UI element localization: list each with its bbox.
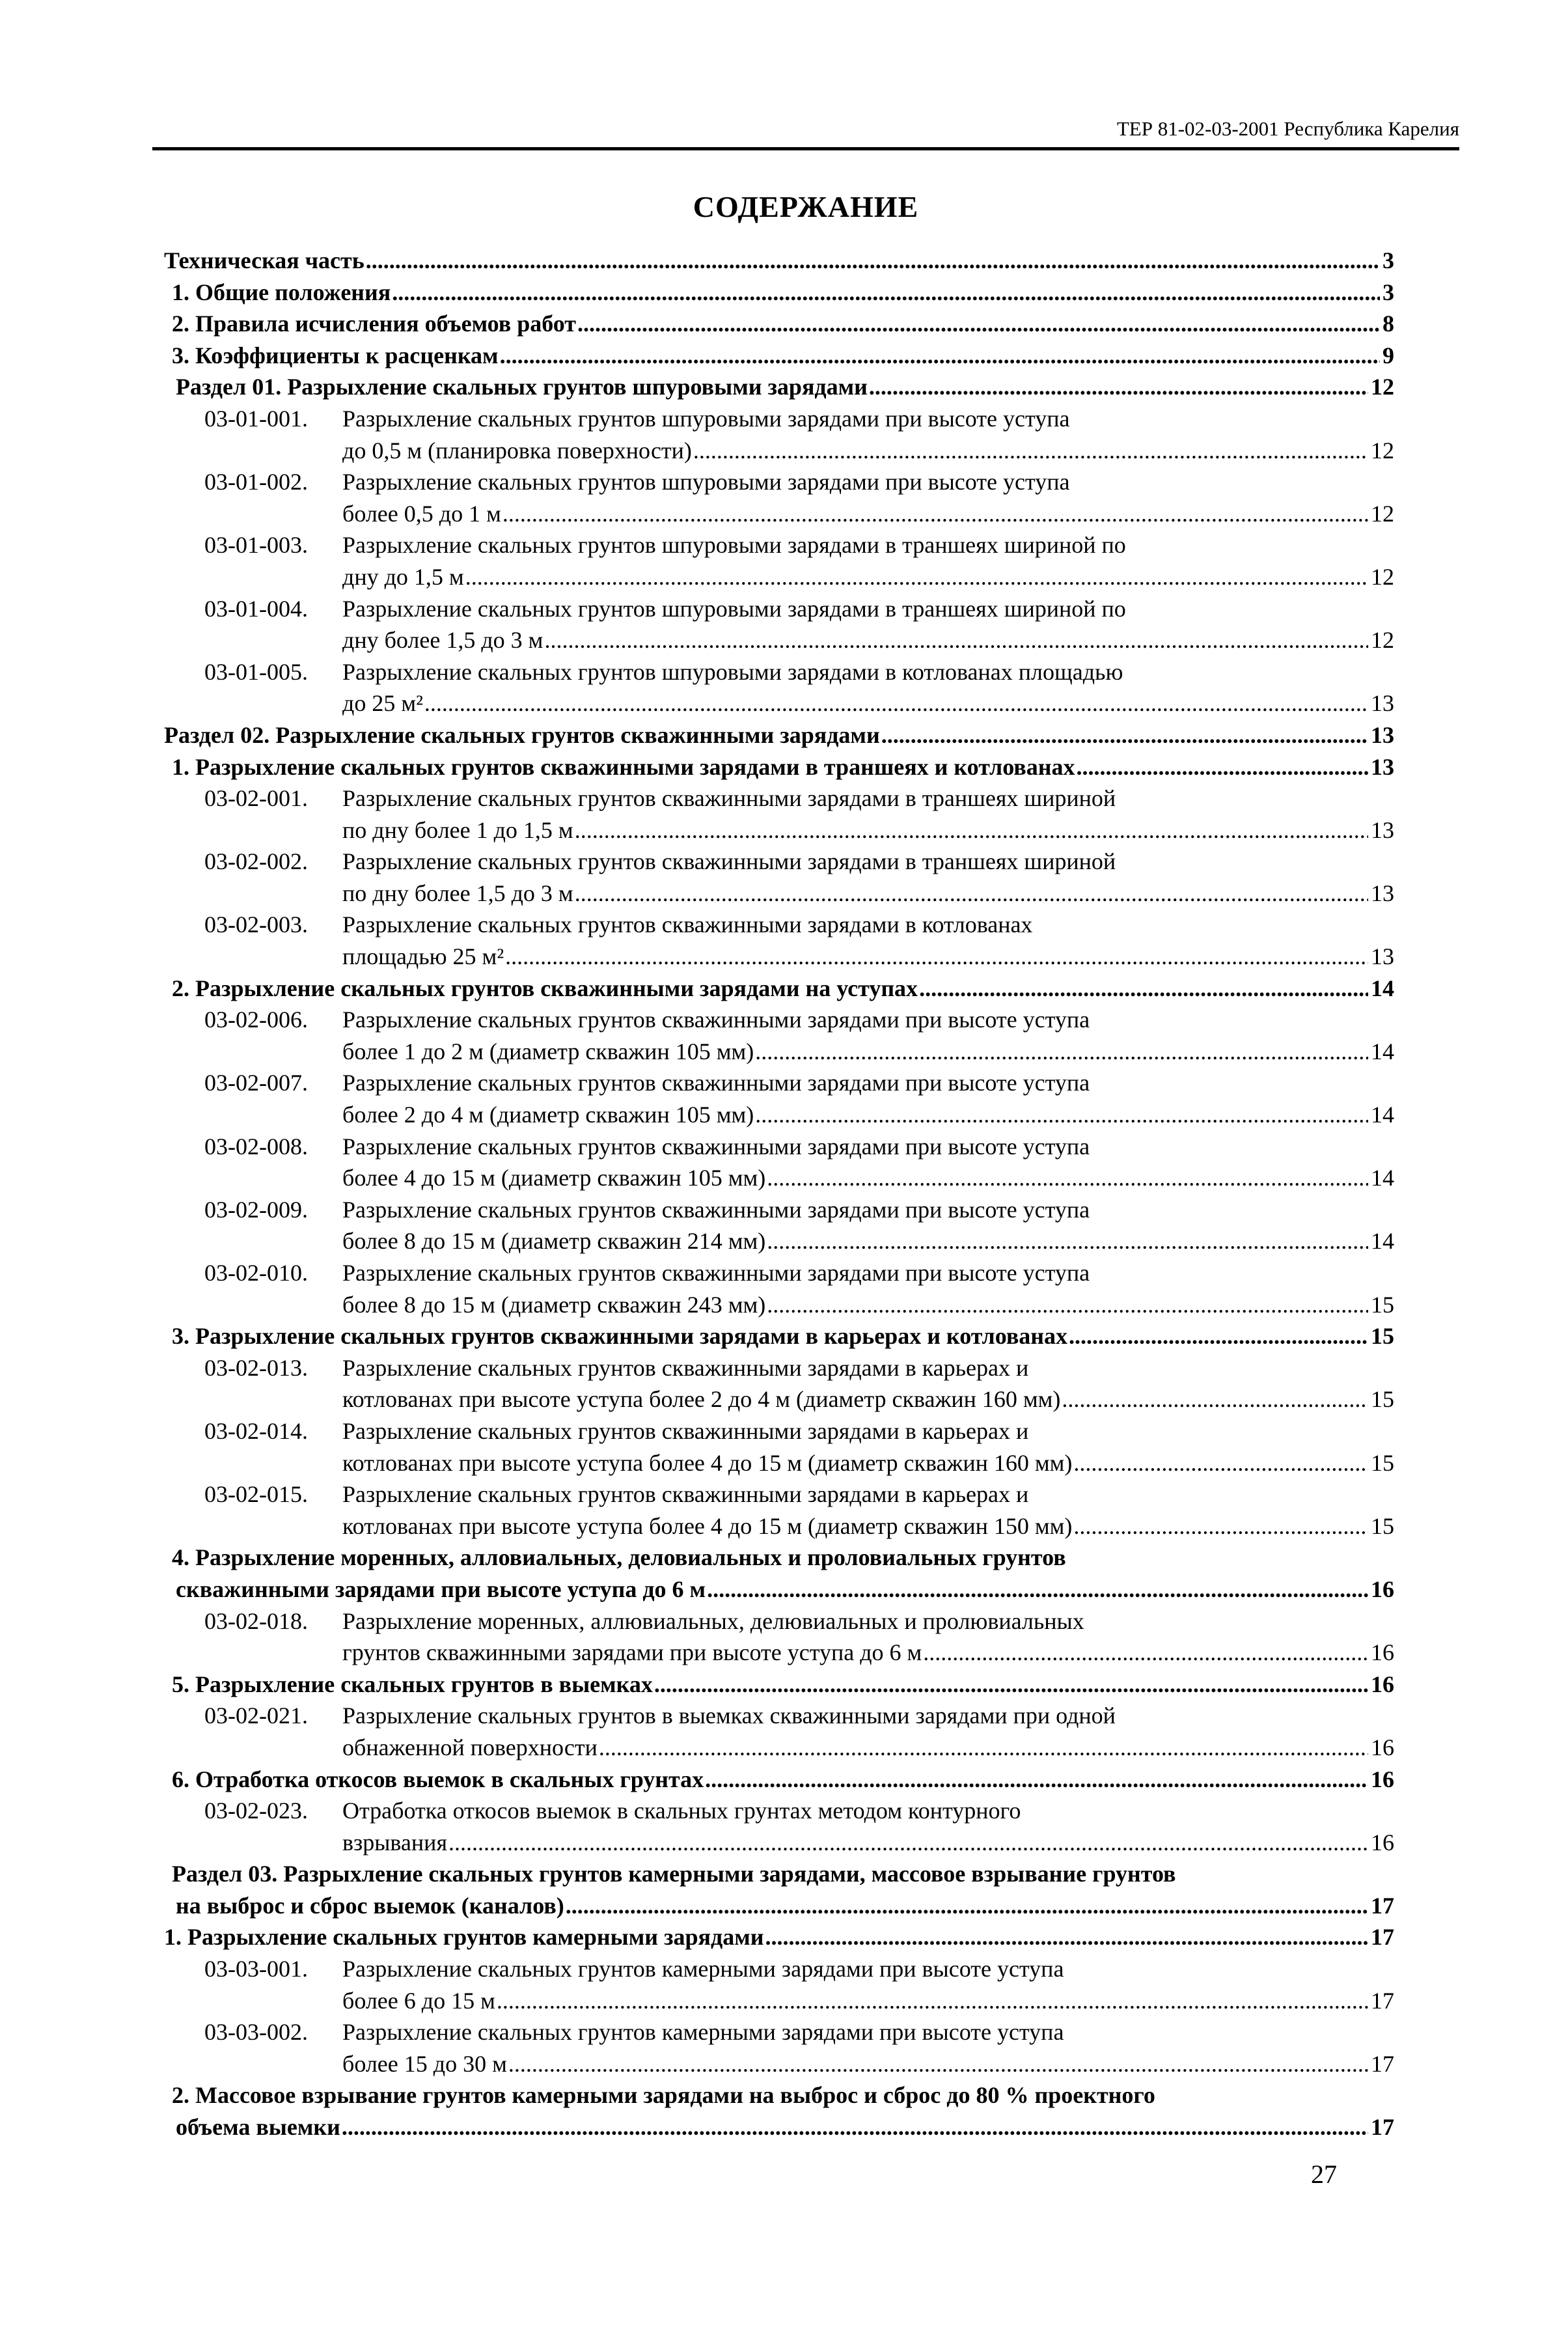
toc-item-code: 03-01-001.: [204, 405, 308, 432]
toc-entry-text: более 8 до 15 м (диаметр скважин 214 мм): [342, 1228, 766, 1255]
toc-entry: [164, 1921, 1394, 1953]
toc-entry-text: более 8 до 15 м (диаметр скважин 243 мм): [342, 1291, 766, 1318]
toc-page-number: 13: [1371, 690, 1394, 717]
toc-entry-text: 1. Разрыхление скальных грунтов скважинными зарядами в траншеях и котлованах: [172, 753, 1075, 780]
toc-entry: [164, 245, 1394, 277]
toc-entry: [164, 1194, 1394, 1226]
toc-item-code: 03-03-002.: [204, 2019, 308, 2046]
toc-entry: [164, 1795, 1394, 1827]
toc-page-number: 3: [1382, 247, 1394, 273]
toc-entry: [164, 941, 1394, 973]
toc-item-code: 03-02-007.: [204, 1070, 308, 1096]
toc-entry: [176, 2111, 1394, 2143]
toc-leader-dots: [507, 2048, 1368, 2080]
toc-entry: [164, 1415, 1394, 1447]
toc-entry: [164, 1099, 1394, 1131]
toc-item-code: 03-02-008.: [204, 1133, 308, 1160]
toc-entry-text: Разрыхление скальных грунтов камерными зарядами при высоте уступа: [342, 2019, 1064, 2046]
toc-leader-dots: [499, 340, 1380, 372]
toc-entry-text: до 0,5 м (планировка поверхности): [342, 437, 692, 464]
toc-entry-text: более 2 до 4 м (диаметр скважин 105 мм): [342, 1102, 754, 1128]
toc-leader-dots: [1072, 1510, 1368, 1542]
toc-entry-text: 2. Массовое взрывание грунтов камерными зарядами на выброс и сброс до 80 % проектного: [172, 2082, 1155, 2109]
toc-page-number: 16: [1371, 1766, 1394, 1792]
toc-leader-dots: [765, 1289, 1368, 1321]
toc-leader-dots: [543, 624, 1368, 656]
toc-page-number: 16: [1371, 1829, 1394, 1856]
toc-leader-dots: [754, 1099, 1368, 1131]
toc-entry-text: котлованах при высоте уступа более 2 до 4 м (диаметр скважин 160 мм): [342, 1386, 1061, 1413]
toc-entry: [164, 1827, 1394, 1859]
toc-leader-dots: [364, 245, 1380, 277]
toc-leader-dots: [576, 308, 1380, 340]
toc-entry: [164, 1131, 1394, 1163]
toc-page-number: 17: [1371, 2050, 1394, 2077]
toc-page-number: 14: [1371, 975, 1394, 1001]
toc-entry: [164, 1036, 1394, 1068]
toc-leader-dots: [564, 1890, 1368, 1922]
toc-entry-text: по дну более 1 до 1,5 м: [342, 816, 573, 843]
toc-entry-text: Разрыхление скальных грунтов скважинными зарядами при высоте уступа: [342, 1133, 1090, 1160]
toc-entry: [164, 1700, 1394, 1732]
toc-leader-dots: [765, 1162, 1368, 1194]
toc-entry: [172, 1320, 1394, 1352]
toc-entry: [164, 1004, 1394, 1036]
toc-entry-text: грунтов скважинными зарядами при высоте уступа до 6 м: [342, 1639, 922, 1666]
toc-entry: [164, 624, 1394, 656]
toc-leader-dots: [918, 973, 1368, 1005]
toc-entry: [164, 1637, 1394, 1669]
toc-leader-dots: [573, 878, 1368, 910]
toc-entry: [164, 1289, 1394, 1321]
toc-entry: [164, 1352, 1394, 1384]
toc-entry-text: Отработка откосов выемок в скальных грунтах методом контурного: [342, 1798, 1021, 1824]
toc-entry-text: Разрыхление скальных грунтов скважинными зарядами в карьерах и: [342, 1354, 1029, 1381]
toc-entry-text: котлованах при высоте уступа более 4 до 15 м (диаметр скважин 150 мм): [342, 1512, 1073, 1539]
toc-entry-text: 2. Разрыхление скальных грунтов скважинными зарядами на уступах: [172, 975, 918, 1001]
toc-page-number: 13: [1371, 721, 1394, 748]
toc-entry: [176, 1574, 1394, 1605]
toc-entry: [164, 688, 1394, 719]
toc-entry: [164, 814, 1394, 846]
toc-entry-text: скважинными зарядами при высоте уступа до 6 м: [176, 1576, 706, 1602]
toc-item-code: 03-02-001.: [204, 785, 308, 812]
toc-page-number: 14: [1371, 1102, 1394, 1128]
toc-entry: [172, 1858, 1394, 1890]
toc-entry-text: обнаженной поверхности: [342, 1734, 598, 1760]
toc-leader-dots: [598, 1732, 1368, 1764]
toc-page-number: 12: [1371, 627, 1394, 654]
toc-entry: [164, 846, 1394, 878]
toc-entry-text: котлованах при высоте уступа более 4 до 15 м (диаметр скважин 160 мм): [342, 1449, 1073, 1476]
toc-page-number: 15: [1371, 1386, 1394, 1413]
toc-entry-text: Разрыхление скальных грунтов скважинными зарядами в траншеях шириной: [342, 848, 1116, 875]
toc-entry-text: более 6 до 15 м: [342, 1987, 495, 2014]
toc-entry: [176, 1890, 1394, 1922]
toc-leader-dots: [423, 688, 1368, 719]
toc-entry: [164, 1605, 1394, 1637]
toc-entry-text: Раздел 02. Разрыхление скальных грунтов скважинными зарядами: [164, 721, 880, 748]
toc-entry-text: до 25 м²: [342, 690, 423, 717]
toc-entry: [164, 403, 1394, 435]
toc-entry-text: Разрыхление скальных грунтов шпуровыми зарядами при высоте уступа: [342, 405, 1070, 432]
page-title: СОДЕРЖАНИЕ: [693, 190, 919, 223]
toc-entry: [164, 1383, 1394, 1415]
toc-leader-dots: [880, 719, 1368, 751]
toc-leader-dots: [573, 814, 1368, 846]
toc-item-code: 03-02-013.: [204, 1354, 308, 1381]
toc-entry-text: 3. Разрыхление скальных грунтов скважинными зарядами в карьерах и котлованах: [172, 1323, 1067, 1350]
toc-item-code: 03-01-005.: [204, 658, 308, 685]
toc-page-number: 14: [1371, 1228, 1394, 1255]
toc-leader-dots: [692, 435, 1368, 467]
toc-entry: [172, 308, 1394, 340]
toc-entry: [164, 1732, 1394, 1764]
toc-entry-text: на выброс и сброс выемок (каналов): [176, 1892, 564, 1919]
toc-page-number: 17: [1371, 2114, 1394, 2141]
toc-leader-dots: [501, 498, 1368, 530]
toc-leader-dots: [765, 1225, 1368, 1257]
toc-page-number: 8: [1382, 311, 1394, 337]
toc-entry: [164, 1953, 1394, 1985]
toc-page-number: 17: [1371, 1892, 1394, 1919]
toc-entry: [164, 435, 1394, 467]
toc-leader-dots: [340, 2111, 1368, 2143]
toc-entry-text: 6. Отработка откосов выемок в скальных грунтах: [172, 1766, 704, 1792]
toc-leader-dots: [504, 941, 1368, 973]
toc-page-number: 3: [1382, 279, 1394, 305]
toc-entry: [172, 340, 1394, 372]
toc-page-number: 13: [1371, 880, 1394, 906]
toc-entry: [172, 1542, 1394, 1574]
toc-entry: [164, 783, 1394, 814]
toc-leader-dots: [763, 1921, 1368, 1953]
toc-entry: [172, 751, 1394, 783]
toc-leader-dots: [495, 1985, 1368, 2017]
toc-leader-dots: [754, 1036, 1368, 1068]
toc-item-code: 03-02-010.: [204, 1260, 308, 1286]
toc-page-number: 15: [1371, 1449, 1394, 1476]
toc-entry: [164, 909, 1394, 941]
toc-entry-text: более 4 до 15 м (диаметр скважин 105 мм): [342, 1165, 766, 1191]
toc-entry-text: Разрыхление скальных грунтов скважинными зарядами в карьерах и: [342, 1481, 1029, 1508]
running-header: ТЕР 81-02-03-2001 Республика Карелия: [1116, 117, 1459, 140]
toc-entry: [164, 1985, 1394, 2017]
toc-page-number: 14: [1371, 1165, 1394, 1191]
toc-entry: [164, 2048, 1394, 2080]
toc-page-number: 15: [1371, 1512, 1394, 1539]
toc-entry: [164, 1067, 1394, 1099]
toc-entry-text: Разрыхление скальных грунтов шпуровыми зарядами в котлованах площадью: [342, 658, 1123, 685]
toc-entry-text: объема выемки: [176, 2114, 340, 2141]
toc-page-number: 9: [1382, 342, 1394, 368]
toc-entry-text: Разрыхление скальных грунтов скважинными зарядами в траншеях шириной: [342, 785, 1116, 812]
toc-page-number: 12: [1371, 563, 1394, 590]
toc-entry: [172, 1764, 1394, 1796]
toc-item-code: 03-02-002.: [204, 848, 308, 875]
toc-leader-dots: [704, 1764, 1368, 1796]
toc-entry-text: дну до 1,5 м: [342, 563, 464, 590]
toc-page-number: 13: [1371, 943, 1394, 970]
toc-entry: [164, 1257, 1394, 1289]
toc-entry: [172, 973, 1394, 1005]
toc-page-number: 16: [1371, 1576, 1394, 1602]
toc-item-code: 03-02-003.: [204, 911, 308, 938]
toc-entry-text: площадью 25 м²: [342, 943, 504, 970]
toc-entry: [164, 466, 1394, 498]
toc-entry-text: Раздел 03. Разрыхление скальных грунтов камерными зарядами, массовое взрывание грунтов: [172, 1861, 1176, 1887]
toc-page-number: 12: [1371, 500, 1394, 527]
toc-leader-dots: [1060, 1383, 1368, 1415]
toc-item-code: 03-02-021.: [204, 1703, 308, 1729]
toc-entry-text: Разрыхление скальных грунтов в выемках скважинными зарядами при одной: [342, 1703, 1116, 1729]
toc-entry: [164, 656, 1394, 688]
toc-entry-text: взрывания: [342, 1829, 447, 1856]
toc-entry: [164, 719, 1394, 751]
toc-leader-dots: [1072, 1447, 1368, 1479]
toc-entry: [164, 561, 1394, 593]
toc-entry: [164, 1447, 1394, 1479]
toc-entry: [164, 1225, 1394, 1257]
toc-entry: [164, 498, 1394, 530]
toc-item-code: 03-01-003.: [204, 532, 308, 559]
toc-entry-text: 4. Разрыхление моренных, алловиальных, деловиальных и проловиальных грунтов: [172, 1544, 1066, 1571]
table-of-contents: [164, 245, 1394, 2143]
toc-entry-text: по дну более 1,5 до 3 м: [342, 880, 573, 906]
toc-entry: [164, 1479, 1394, 1510]
toc-leader-dots: [1067, 1320, 1368, 1352]
toc-entry-text: дну более 1,5 до 3 м: [342, 627, 543, 654]
toc-entry: [164, 2016, 1394, 2048]
toc-entry: [172, 2079, 1394, 2111]
toc-page-number: 12: [1371, 374, 1394, 400]
toc-entry-text: Разрыхление скальных грунтов камерными зарядами при высоте уступа: [342, 1956, 1064, 1982]
toc-item-code: 03-01-004.: [204, 595, 308, 622]
toc-entry: [164, 1162, 1394, 1194]
toc-item-code: 03-02-014.: [204, 1417, 308, 1444]
toc-page-number: 13: [1371, 753, 1394, 780]
toc-leader-dots: [868, 371, 1368, 403]
toc-leader-dots: [922, 1637, 1368, 1669]
toc-item-code: 03-02-006.: [204, 1007, 308, 1033]
toc-leader-dots: [447, 1827, 1368, 1859]
toc-entry: [164, 1510, 1394, 1542]
toc-entry-text: Разрыхление скальных грунтов скважинными зарядами при высоте уступа: [342, 1260, 1090, 1286]
toc-item-code: 03-03-001.: [204, 1956, 308, 1982]
toc-entry-text: Раздел 01. Разрыхление скальных грунтов шпуровыми зарядами: [176, 374, 868, 400]
toc-entry-text: более 0,5 до 1 м: [342, 500, 501, 527]
toc-page-number: 12: [1371, 437, 1394, 464]
toc-entry-text: Разрыхление моренных, аллювиальных, делювиальных и пролювиальных: [342, 1607, 1084, 1634]
toc-item-code: 03-02-009.: [204, 1196, 308, 1223]
header-divider: [152, 147, 1459, 150]
toc-entry-text: Разрыхление скальных грунтов скважинными зарядами при высоте уступа: [342, 1196, 1090, 1223]
toc-item-code: 03-02-023.: [204, 1798, 308, 1824]
toc-item-code: 03-02-015.: [204, 1481, 308, 1508]
toc-page-number: 17: [1371, 1924, 1394, 1951]
toc-item-code: 03-01-002.: [204, 469, 308, 495]
toc-entry: [164, 593, 1394, 625]
toc-leader-dots: [706, 1574, 1368, 1605]
toc-entry-text: Техническая часть: [164, 247, 364, 273]
toc-entry: [164, 878, 1394, 910]
toc-leader-dots: [391, 277, 1380, 309]
toc-leader-dots: [653, 1669, 1368, 1701]
toc-entry-text: 3. Коэффициенты к расценкам: [172, 342, 499, 368]
toc-leader-dots: [1075, 751, 1368, 783]
toc-entry-text: более 1 до 2 м (диаметр скважин 105 мм): [342, 1038, 754, 1064]
toc-entry-text: Разрыхление скальных грунтов шпуровыми зарядами в траншеях шириной по: [342, 595, 1126, 622]
toc-item-code: 03-02-018.: [204, 1607, 308, 1634]
toc-entry-text: более 15 до 30 м: [342, 2050, 507, 2077]
toc-page-number: 15: [1371, 1323, 1394, 1350]
toc-page-number: 14: [1371, 1038, 1394, 1064]
toc-leader-dots: [464, 561, 1368, 593]
toc-entry-text: Разрыхление скальных грунтов скважинными зарядами при высоте уступа: [342, 1070, 1090, 1096]
toc-entry: [164, 529, 1394, 561]
toc-entry-text: Разрыхление скальных грунтов шпуровыми зарядами при высоте уступа: [342, 469, 1070, 495]
toc-entry-text: 2. Правила исчисления объемов работ: [172, 311, 576, 337]
toc-page-number: 15: [1371, 1291, 1394, 1318]
toc-entry-text: Разрыхление скальных грунтов шпуровыми зарядами в траншеях шириной по: [342, 532, 1126, 559]
toc-page-number: 16: [1371, 1734, 1394, 1760]
toc-entry: [172, 277, 1394, 309]
toc-entry-text: Разрыхление скальных грунтов скважинными зарядами при высоте уступа: [342, 1007, 1090, 1033]
toc-entry-text: 1. Общие положения: [172, 279, 391, 305]
toc-page-number: 16: [1371, 1639, 1394, 1666]
toc-page-number: 13: [1371, 816, 1394, 843]
toc-entry-text: Разрыхление скальных грунтов скважинными зарядами в карьерах и: [342, 1417, 1029, 1444]
toc-entry-text: 1. Разрыхление скальных грунтов камерными зарядами: [164, 1924, 764, 1951]
toc-entry-text: 5. Разрыхление скальных грунтов в выемках: [172, 1671, 653, 1697]
toc-page-number: 16: [1371, 1671, 1394, 1697]
toc-entry: [176, 371, 1394, 403]
toc-entry-text: Разрыхление скальных грунтов скважинными зарядами в котлованах: [342, 911, 1033, 938]
toc-page-number: 17: [1371, 1987, 1394, 2014]
toc-entry: [172, 1669, 1394, 1701]
page-number: 27: [1311, 2160, 1337, 2189]
